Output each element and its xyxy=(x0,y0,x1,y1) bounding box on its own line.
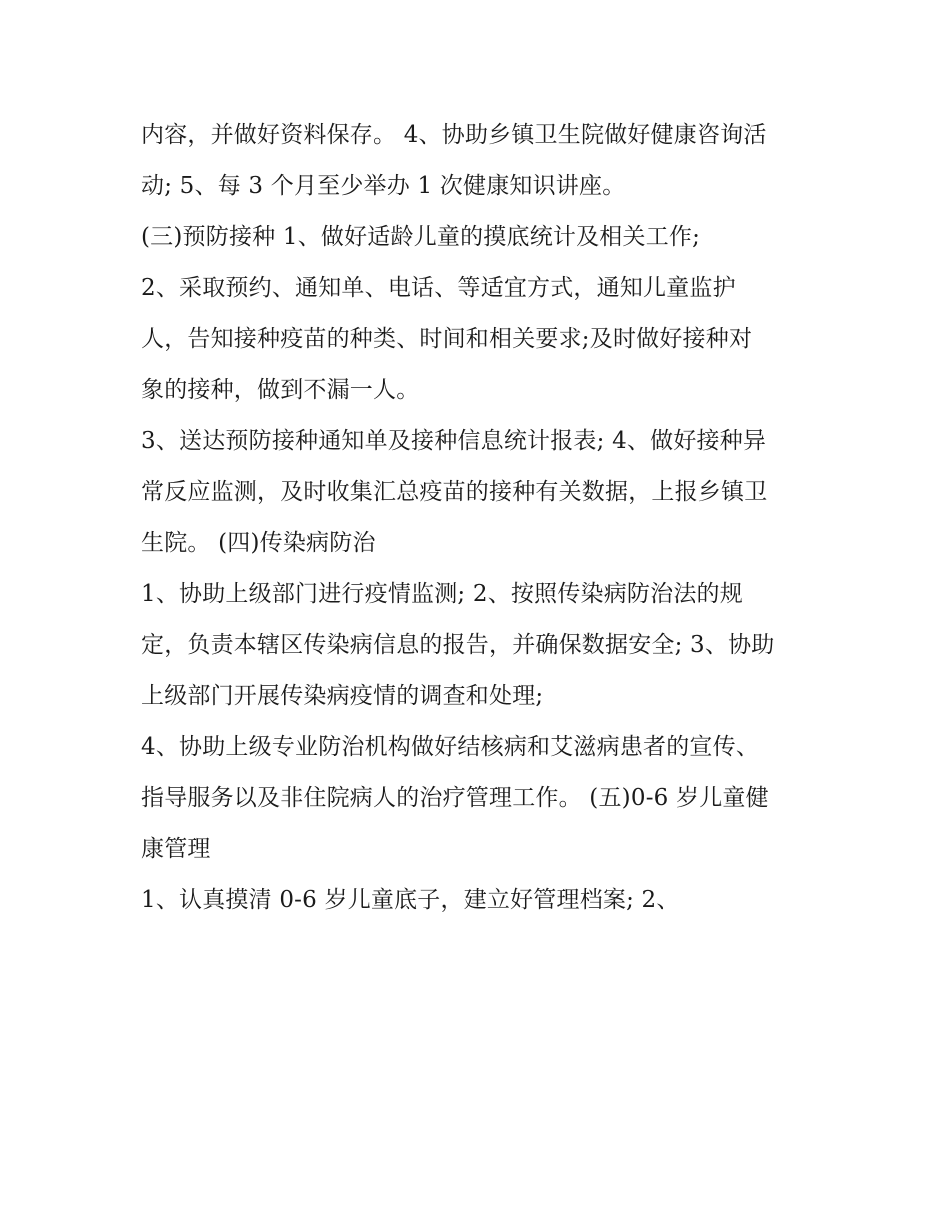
text-line: 2、采取预约、通知单、电话、等适宜方式，通知儿童监护 xyxy=(141,275,736,301)
text-line: 内容，并做好资料保存。 4、协助乡镇卫生院做好健康咨询活 xyxy=(141,122,767,148)
text-line: 生院。 (四)传染病防治 xyxy=(141,530,376,556)
text-line: 动; 5、每 3 个月至少举办 1 次健康知识讲座。 xyxy=(141,173,626,199)
text-line: (三)预防接种 1、做好适龄儿童的摸底统计及相关工作; xyxy=(141,224,701,250)
document-body xyxy=(141,110,821,926)
text-line: 象的接种，做到不漏一人。 xyxy=(141,377,420,403)
text-line: 3、送达预防接种通知单及接种信息统计报表; 4、做好接种异 xyxy=(141,428,767,454)
text-line: 定，负责本辖区传染病信息的报告，并确保数据安全; 3、协助 xyxy=(141,632,775,658)
text-line: 4、协助上级专业防治机构做好结核病和艾滋病患者的宣传、 xyxy=(141,734,760,760)
text-line: 人，告知接种疫苗的种类、时间和相关要求;及时做好接种对 xyxy=(141,326,753,352)
text-line: 常反应监测，及时收集汇总疫苗的接种有关数据，上报乡镇卫 xyxy=(141,479,768,505)
text-line: 上级部门开展传染病疫情的调查和处理; xyxy=(141,683,544,709)
text-line: 康管理 xyxy=(141,836,211,862)
text-line: 1、认真摸清 0-6 岁儿童底子，建立好管理档案; 2、 xyxy=(141,887,680,913)
text-line: 1、协助上级部门进行疫情监测; 2、按照传染病防治法的规 xyxy=(141,581,743,607)
text-line: 指导服务以及非住院病人的治疗管理工作。 (五)0-6 岁儿童健 xyxy=(141,785,769,811)
